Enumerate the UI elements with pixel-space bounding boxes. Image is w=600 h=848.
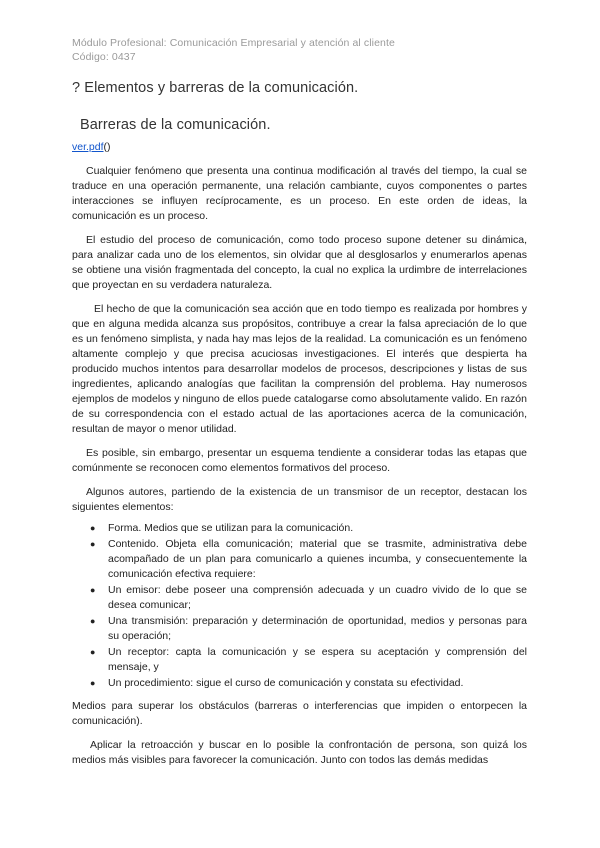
paragraph-7: Aplicar la retroacción y buscar en lo posible la confrontación de persona, son quizá los medios más visibles para favorecer la comunicación. Junto con todos las demás medidas — [72, 739, 527, 766]
list-item-text: Un procedimiento: sigue el curso de comunicación y constata su efectividad. — [108, 677, 464, 689]
list-item — [90, 614, 527, 644]
bullet-icon: ● — [90, 523, 96, 533]
paragraph-5: Algunos autores, partiendo de la existencia de un transmisor de un receptor, destacan los siguientes elementos: — [72, 486, 527, 513]
bullet-icon: ● — [90, 647, 96, 657]
list-item-text: Forma. Medios que se utilizan para la comunicación. — [108, 522, 354, 534]
section-title: Barreras de la comunicación. — [80, 117, 271, 133]
bullet-icon: ● — [90, 616, 96, 626]
list-item-text: Una transmisión: preparación y determinación de oportunidad, medios y personas para su operación; — [108, 615, 527, 642]
list-item — [90, 537, 527, 582]
elements-list — [72, 521, 527, 691]
code-header: Código: 0437 — [72, 51, 136, 63]
document-title: ? Elementos y barreras de la comunicación. — [72, 80, 359, 96]
list-item — [90, 676, 527, 691]
list-item-text: Un receptor: capta la comunicación y se espera su aceptación y comprensión del mensaje, y — [108, 646, 527, 673]
paragraph-1: Cualquier fenómeno que presenta una continua modificación al través del tiempo, la cual se traduce en una operación permanente, una relación cambiante, cuyos componentes o partes interacciones se influyen recíprocamente, es un proceso. En este orden de ideas, la comunicación es un proceso. — [72, 165, 527, 222]
bullet-icon: ● — [90, 678, 96, 688]
list-item — [90, 521, 527, 536]
module-header: Módulo Profesional: Comunicación Empresarial y atención al cliente — [72, 37, 395, 49]
pdf-link-suffix: () — [103, 141, 111, 153]
list-item — [90, 645, 527, 675]
list-item-text: Un emisor: debe poseer una comprensión adecuada y un cuadro vivido de lo que se desea comunicar; — [108, 584, 527, 611]
paragraph-3: El hecho de que la comunicación sea acción que en todo tiempo es realizada por hombres y que en alguna medida alcanza sus propósitos, contribuye a crear la falsa apreciación de lo que es un fenómeno simplista, y nada hay mas lejos de la realidad. La comunicación es un fenómeno altamente complejo y que precisa acuciosas investigaciones. El interés que despierta ha producido muchos intentos para desarrollar modelos de procesos, descripciones y listas de sus ingredientes, aplicando analogías que facilitan la comprensión del problema. Hay numerosos ejemplos de modelos y ninguno de ellos puede catalogarse como absolutamente valido. En razón de su correspondencia con el estado actual de las aportaciones acerca de la comunicación, resultan de mayor o menor utilidad. — [72, 303, 527, 435]
bullet-icon: ● — [90, 585, 96, 595]
pdf-link-line — [72, 140, 527, 154]
bullet-icon: ● — [90, 539, 96, 549]
paragraph-2: El estudio del proceso de comunicación, como todo proceso supone detener su dinámica, para analizar cada uno de los elementos, sin olvidar que al desglosarlos y enumerarlos apenas se obtiene una visión fragmentada del concepto, la cual no explica la urdimbre de interrelaciones que proyectan en su verdadera naturaleza. — [72, 234, 527, 291]
paragraph-4: Es posible, sin embargo, presentar un esquema tendiente a considerar todas las etapas que comúnmente se reconocen como elementos formativos del proceso. — [72, 447, 527, 474]
list-item — [90, 583, 527, 613]
paragraph-6: Medios para superar los obstáculos (barreras o interferencias que impiden o entorpecen la comunicación). — [72, 700, 527, 727]
pdf-link[interactable]: ver.pdf — [72, 141, 104, 153]
document-page — [72, 36, 527, 768]
list-item-text: Contenido. Objeta ella comunicación; material que se trasmite, administrativa debe acompañado de un plan para comunicarlo a quienes incumba, y consecuentemente la comunicación efectiva requiere: — [108, 538, 527, 580]
